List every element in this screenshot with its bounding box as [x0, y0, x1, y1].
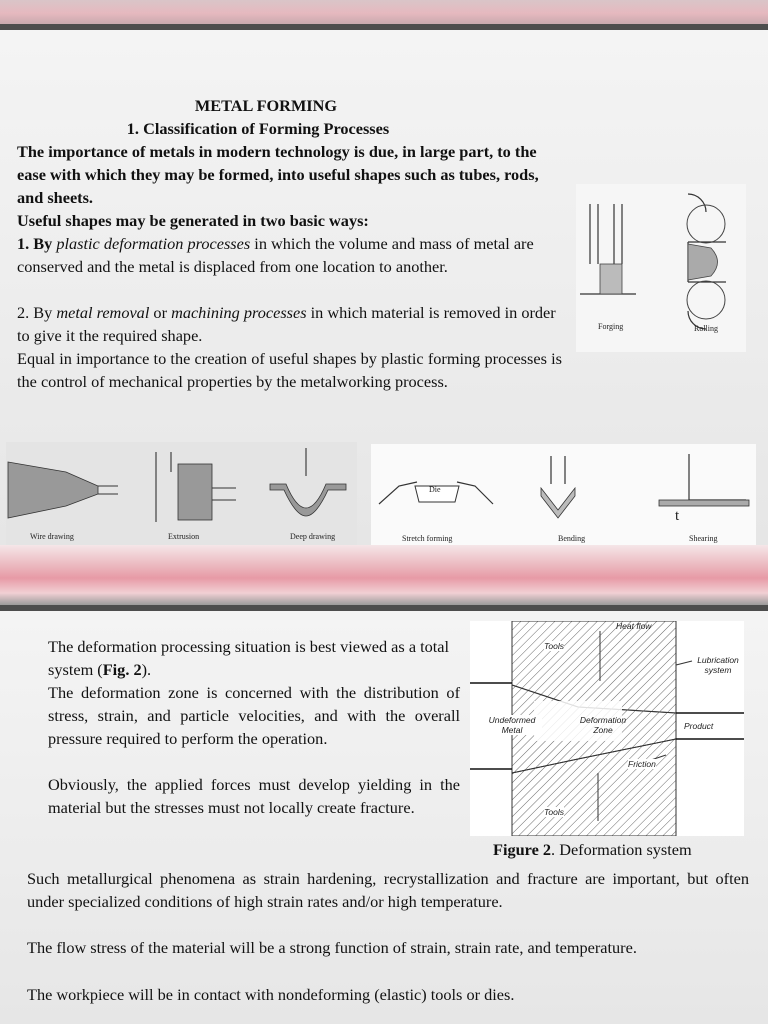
- middle-band: [0, 545, 768, 605]
- ways-heading: Useful shapes may be generated in two basic ways:: [17, 211, 369, 230]
- slide-title: METAL FORMING: [194, 96, 338, 115]
- lubrication-label: Lubrication system: [697, 655, 739, 675]
- item-2-emphasis-2: machining processes: [171, 303, 307, 322]
- die-label: Die: [429, 485, 441, 494]
- tools-top-label: Tools: [544, 641, 565, 651]
- item-1-text: in which the volume and mass of metal are conserved and the metal is displaced from one location to another.: [17, 234, 534, 276]
- slide-subtitle: 1. Classification of Forming Processes: [126, 119, 390, 138]
- heat-flow-label: Heat flow: [616, 621, 652, 631]
- label-shearing: Shearing: [689, 534, 718, 543]
- process-figure-left: [6, 442, 357, 546]
- system-paragraph: [48, 635, 460, 681]
- item-2-number: 2. By: [17, 303, 57, 322]
- product-label: Product: [684, 721, 714, 731]
- forging-rolling-figure: [576, 184, 746, 352]
- phenomena-paragraph: Such metallurgical phenomena as strain hardening, recrystallization and fracture are important, but often under specialized conditions of high strain rates and/or high temperature.: [27, 869, 749, 911]
- label-wire-drawing: Wire drawing: [30, 532, 74, 541]
- flow-stress-paragraph: The flow stress of the material will be a strong function of strain, strain rate, and temperature.: [27, 938, 637, 957]
- label-bending: Bending: [558, 534, 586, 543]
- label-deep-drawing: Deep drawing: [290, 532, 336, 541]
- fig-reference: Fig. 2: [102, 660, 142, 679]
- label-extrusion: Extrusion: [168, 532, 200, 541]
- deformation-zone-label: Deformation Zone: [579, 715, 627, 735]
- forging-label: Forging: [598, 322, 624, 331]
- process-right-drawing: [371, 444, 756, 548]
- item-2-emphasis-1: metal removal: [56, 303, 150, 322]
- figure-caption: [493, 838, 743, 861]
- item-1-number: 1. By: [17, 234, 57, 253]
- process-figure-right: [371, 444, 756, 548]
- undeformed-metal-label: Undeformed Metal: [482, 715, 542, 735]
- system-text-c: ).: [141, 660, 152, 679]
- workpiece-paragraph: The workpiece will be in contact with nondeforming (elastic) tools or dies.: [27, 985, 515, 1004]
- slide-1: [0, 24, 768, 545]
- figure-caption-text: . Deformation system: [551, 840, 692, 859]
- rolling-label: Rolling: [694, 324, 719, 333]
- item-2-text: in which material is removed in order to give it the required shape.: [17, 303, 556, 345]
- figure-caption-number: Figure 2: [493, 840, 552, 859]
- equal-paragraph: Equal in importance to the creation of useful shapes by plastic forming processes is the control of mechanical properties by the metalworking process.: [17, 349, 562, 391]
- system-text-a: The deformation processing situation is best viewed as a total system (: [48, 637, 450, 679]
- label-stretch-forming: Stretch forming: [402, 534, 453, 543]
- item-2: [17, 301, 557, 347]
- item-1: [17, 232, 557, 278]
- intro-paragraph: The importance of metals in modern technology is due, in large part, to the ease with which they may be formed, into useful shapes such as tubes, rods, and sheets.: [17, 142, 539, 207]
- friction-label: Friction: [628, 759, 656, 769]
- item-1-emphasis: plastic deformation processes: [56, 234, 251, 253]
- item-2-or: or: [149, 303, 172, 322]
- zone-paragraph: The deformation zone is concerned with the distribution of stress, strain, and particle velocities, and with the overall pressure required to perform the operation.: [48, 683, 460, 748]
- top-band: [0, 0, 768, 24]
- process-left-drawing: [6, 442, 357, 546]
- shear-thickness-label: t: [675, 508, 680, 524]
- forces-paragraph: Obviously, the applied forces must develop yielding in the material but the stresses must not locally create fracture.: [48, 775, 460, 817]
- tools-bottom-label: Tools: [544, 807, 565, 817]
- slide-2: [0, 605, 768, 1024]
- deformation-system-figure: [470, 621, 744, 836]
